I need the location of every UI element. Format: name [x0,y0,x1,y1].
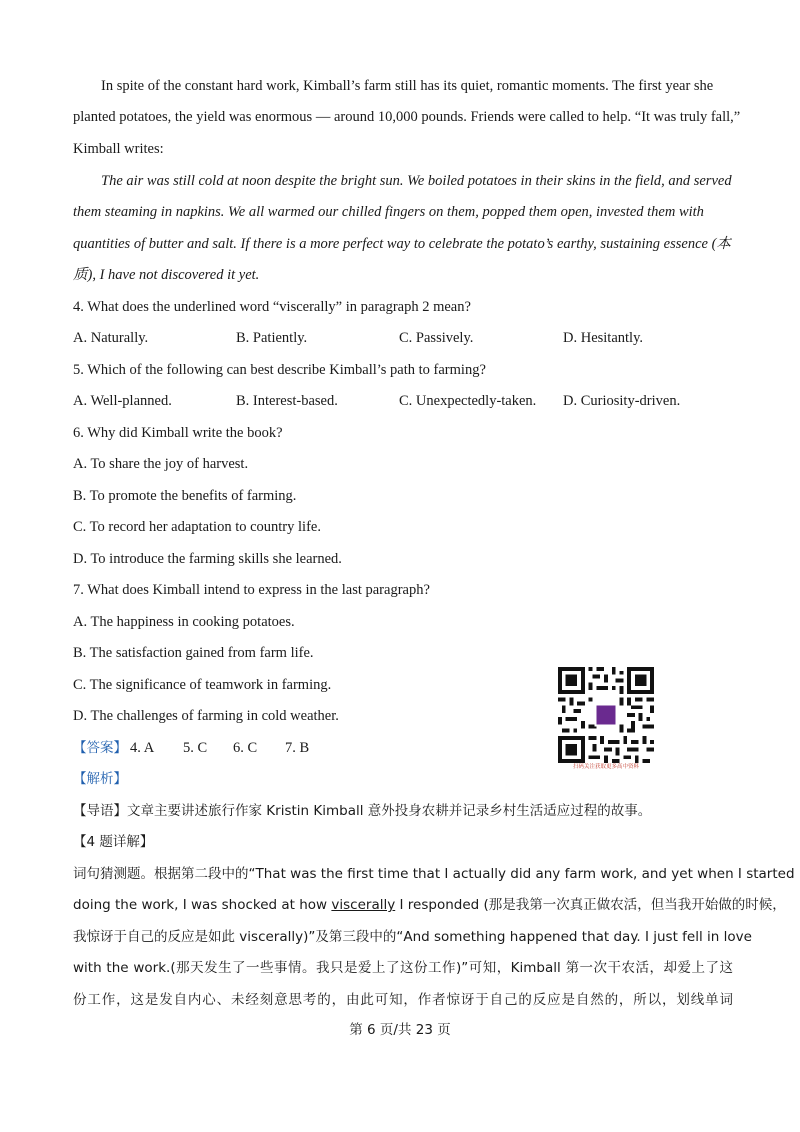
q4-detail-label: 【4 题详解】 [73,834,154,850]
analysis-text: doing the work, I was shocked at how [73,897,332,913]
option-d: D. Curiosity-driven. [563,393,681,409]
quote-line: The air was still cold at noon despite the bright sun. We boiled potatoes in their skins in the field, and served [101,173,732,189]
guide-label: 【导语】 [73,803,127,819]
option-b: B. Patiently. [236,330,308,346]
qr-code-icon [558,667,654,763]
guide-paragraph [73,801,733,821]
passage-line: planted potatoes, the yield was enormous — around 10,000 pounds. Friends were called to help. “It was truly fall,” [73,109,741,125]
question-stem: 4. What does the underlined word “viscerally” in paragraph 2 mean? [73,299,471,315]
option-b: B. Interest-based. [236,393,338,409]
quote-line: 质), I have not discovered it yet. [73,267,260,283]
answer-label: 【答案】 [73,740,127,756]
option-c: C. To record her adaptation to country life. [73,519,321,535]
analysis-line: with the work.(那天发生了一些事情。我只是爱上了这份工作)”可知，Kimball 第一次干农活，却爱上了这 [73,960,733,976]
answer-5: 5. C [183,740,208,756]
question-stem: 6. Why did Kimball write the book? [73,425,283,441]
analysis-line: 份工作，这是发自内心、未经刻意思考的，由此可知，作者惊讶于自己的反应是自然的，所以，划线单词 [73,992,733,1008]
option-b: B. The satisfaction gained from farm life. [73,645,314,661]
option-d: D. The challenges of farming in cold weather. [73,708,339,724]
option-c: C. Unexpectedly-taken. [399,393,537,409]
analysis-line [73,895,786,915]
option-a: A. To share the joy of harvest. [73,456,249,472]
passage-line: In spite of the constant hard work, Kimball’s farm still has its quiet, romantic moments. The first year she [101,78,714,94]
underlined-word: viscerally [331,897,396,913]
question-stem: 7. What does Kimball intend to express in the last paragraph? [73,582,430,598]
option-a: A. Well-planned. [73,393,172,409]
page-footer: 第 6 页/共 23 页 [349,1022,451,1038]
option-b: B. To promote the benefits of farming. [73,488,297,504]
option-a: A. The happiness in cooking potatoes. [73,614,295,630]
guide-text: 文章主要讲述旅行作家 Kristin Kimball 意外投身农耕并记录乡村生活适应过程的故事。 [127,803,652,819]
question-stem: 5. Which of the following can best describe Kimball’s path to farming? [73,362,486,378]
analysis-line: 词句猜测题。根据第二段中的“That was the first time that I actually did any farm work, and yet when I started [73,866,795,882]
option-d: D. Hesitantly. [563,330,644,346]
answer-6: 6. C [233,740,258,756]
passage-line: Kimball writes: [73,141,164,157]
quote-line: them steaming in napkins. We all warmed our chilled fingers on them, popped them open, invested them with [73,204,704,220]
option-c: C. The significance of teamwork in farming. [73,677,332,693]
option-d: D. To introduce the farming skills she learned. [73,551,342,567]
analysis-label: 【解析】 [73,771,127,787]
analysis-line: 我惊讶于自己的反应是如此 viscerally)”及第三段中的“And something happened that day. I just fell in love [73,929,752,945]
quote-line: quantities of butter and salt. If there is a more perfect way to celebrate the potato’s earthy, sustaining essence (本 [73,236,731,252]
qr-caption: 扫码关注获取更多高中资料 [572,764,639,770]
option-c: C. Passively. [399,330,474,346]
option-a: A. Naturally. [73,330,149,346]
answer-7: 7. B [285,740,310,756]
answer-4: 4. A [130,740,155,756]
analysis-text: I responded (那是我第一次真正做农活，但当我开始做的时候， [395,897,786,913]
